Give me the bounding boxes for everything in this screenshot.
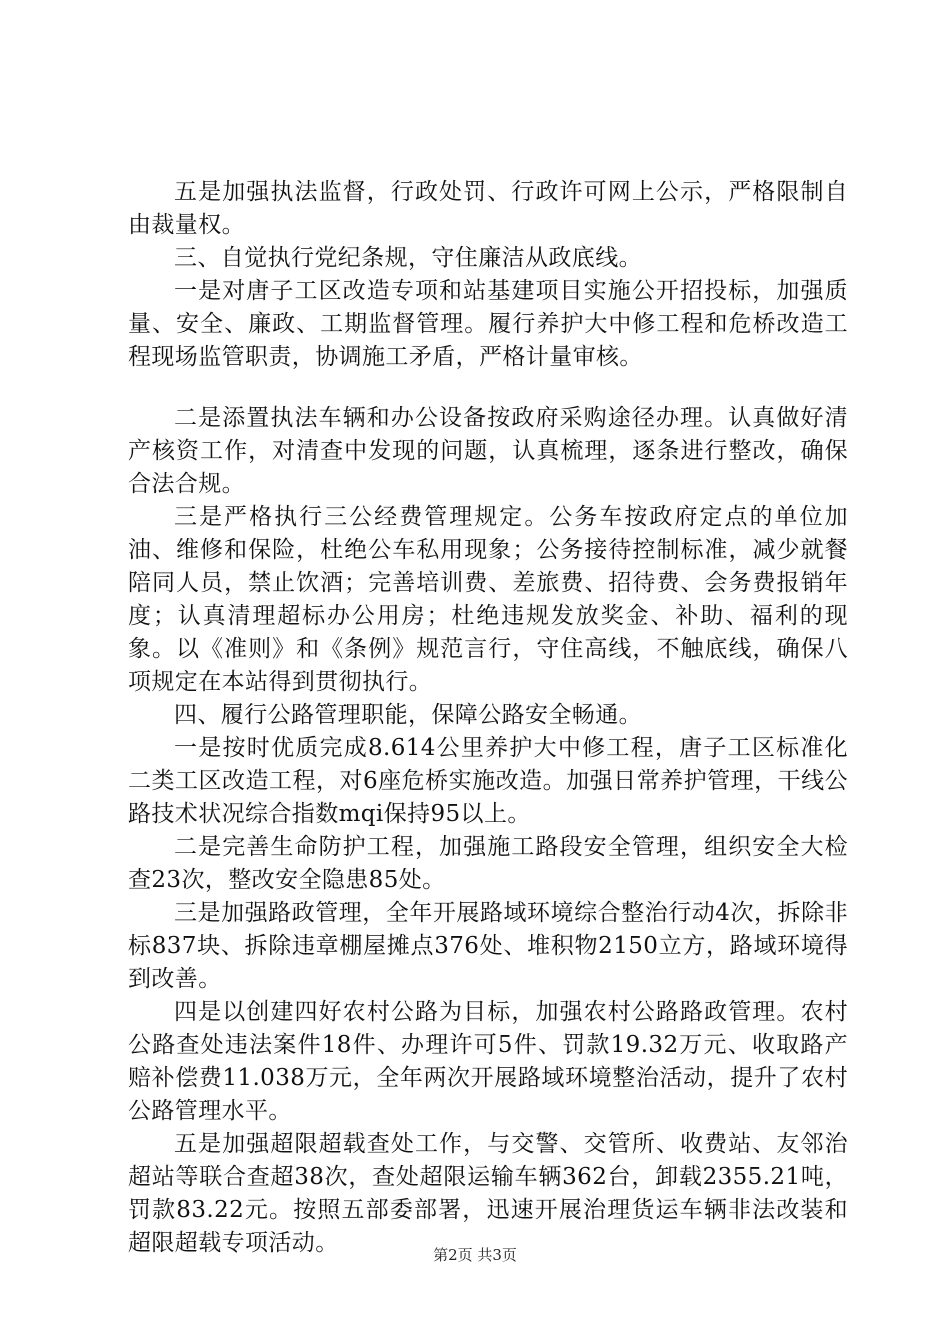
paragraph-oversight: 五是加强执法监督，行政处罚、行政许可网上公示，严格限制自由裁量权。 xyxy=(128,179,848,238)
paragraph-overload: 五是加强超限超载查处工作，与交警、交管所、收费站、友邻治超站等联合查超38次，查处超限运输车辆362台，卸载2355.21吨，罚款83.22元。按照五部委部署，迅速开展治理货运车辆非法改装和超限超载专项活动。 xyxy=(128,1131,848,1256)
paragraph-road-admin: 三是加强路政管理，全年开展路域环境综合整治行动4次，拆除非标837块、拆除违章棚屋摊点376处、堆积物2150立方，路域环境得到改善。 xyxy=(128,900,848,992)
paragraph-procurement: 二是添置执法车辆和办公设备按政府采购途径办理。认真做好清产核资工作，对清查中发现的问题，认真梳理，逐条进行整改，确保合法合规。 xyxy=(128,405,848,497)
paragraph-safety: 二是完善生命防护工程，加强施工路段安全管理，组织安全大检查23次，整改安全隐患85处。 xyxy=(128,834,848,893)
paragraph-rural-roads: 四是以创建四好农村公路为目标，加强农村公路路政管理。农村公路查处违法案件18件、办理许可5件、罚款19.32万元、收取路产赔补偿费11.038万元，全年两次开展路域环境整治活动，提升了农村公路管理水平。 xyxy=(128,999,848,1124)
page-footer: 第2页 共3页 xyxy=(433,1246,517,1264)
paragraph-expenses: 三是严格执行三公经费管理规定。公务车按政府定点的单位加油、维修和保险，杜绝公车私用现象；公务接待控制标准，减少就餐陪同人员，禁止饮酒；完善培训费、差旅费、招待费、会务费报销年度；认真清理超标办公用房；杜绝违规发放奖金、补助、福利的现象。以《准则》和《条例》规范言行，守住高线，不触底线，确保八项规定在本站得到贯彻执行。 xyxy=(128,504,848,695)
section-heading-4: 四、履行公路管理职能，保障公路安全畅通。 xyxy=(174,702,642,728)
paragraph-bidding: 一是对唐子工区改造专项和站基建项目实施公开招投标，加强质量、安全、廉政、工期监督管理。履行养护大中修工程和危桥改造工程现场监管职责，协调施工矛盾，严格计量审核。 xyxy=(128,278,848,370)
document-body xyxy=(128,176,848,1260)
paragraph-maintenance: 一是按时优质完成8.614公里养护大中修工程，唐子工区标准化二类工区改造工程，对6座危桥实施改造。加强日常养护管理，干线公路技术状况综合指数mqi保持95以上。 xyxy=(128,735,848,827)
section-heading-3: 三、自觉执行党纪条规，守住廉洁从政底线。 xyxy=(174,245,642,271)
